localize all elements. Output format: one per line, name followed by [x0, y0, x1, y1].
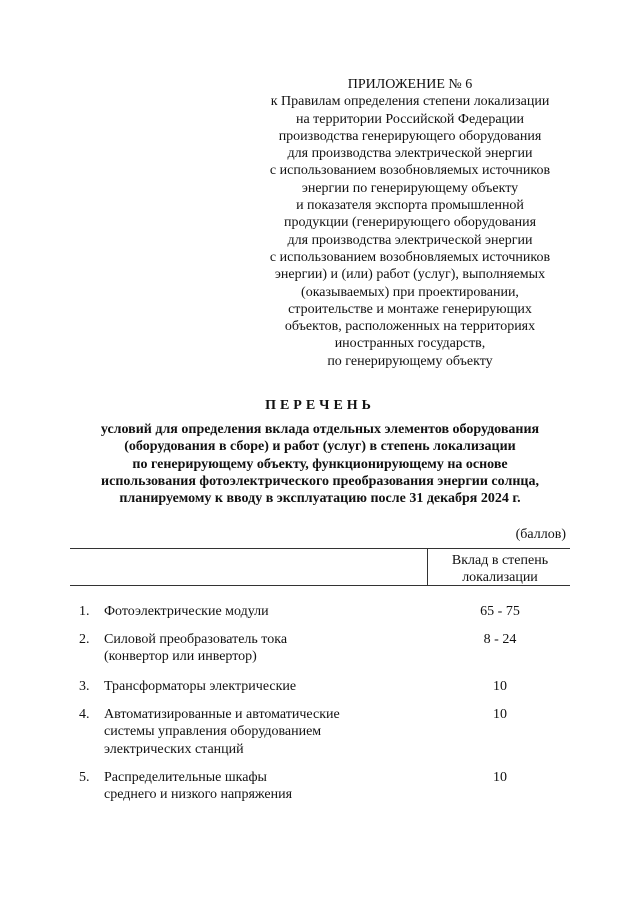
row-value: 10	[493, 770, 507, 785]
appendix-line: по генерирующему объекту	[327, 353, 493, 369]
appendix-line: для производства электрической энергии	[287, 146, 533, 162]
row-name-line: электрических станций	[104, 741, 244, 757]
appendix-line: иностранных государств,	[334, 336, 486, 352]
appendix-line: производства генерирующего оборудования	[278, 128, 542, 144]
column-header-line: Вклад в степень	[451, 553, 549, 568]
units-label: (баллов)	[515, 527, 566, 542]
row-name-line: Распределительные шкафы	[104, 770, 267, 785]
row-name	[104, 706, 414, 758]
table-column-divider	[427, 548, 428, 585]
appendix-line: и показателя экспорта промышленной	[296, 198, 524, 214]
appendix-header	[230, 76, 590, 370]
document-subtitle	[40, 421, 600, 507]
subtitle-line: планируемому к вводу в эксплуатацию после 31 декабря 2024 г.	[119, 491, 521, 507]
document-title: ПЕРЕЧЕНЬ	[265, 398, 375, 413]
row-name-line: Фотоэлектрические модули	[104, 604, 269, 619]
appendix-line: продукции (генерирующего оборудования	[283, 215, 537, 231]
row-value: 65 - 75	[480, 604, 520, 619]
row-name	[104, 769, 414, 804]
row-name	[104, 603, 414, 620]
appendix-line: энергии) и (или) работ (услуг), выполняемых	[274, 267, 546, 283]
row-value: 10	[493, 707, 507, 722]
row-name	[104, 678, 414, 695]
row-name-line: Трансформаторы электрические	[104, 679, 297, 694]
row-name-line: системы управления оборудованием	[104, 724, 322, 740]
appendix-line: строительстве и монтаже генерирующих	[288, 301, 532, 317]
row-name-line: Автоматизированные и автоматические	[104, 707, 340, 722]
appendix-line: (оказываемых) при проектировании,	[301, 284, 519, 300]
appendix-line: с использованием возобновляемых источников	[269, 249, 551, 265]
appendix-line: с использованием возобновляемых источников	[269, 163, 551, 179]
row-value: 10	[493, 679, 507, 694]
row-name-line: (конвертор или инвертор)	[104, 649, 257, 665]
subtitle-line: по генерирующему объекту, функционирующему на основе	[132, 456, 508, 472]
appendix-line: объектов, расположенных на территориях	[284, 319, 536, 335]
appendix-line: для производства электрической энергии	[287, 232, 533, 248]
row-name	[104, 631, 414, 666]
row-name-line: среднего и низкого напряжения	[104, 787, 293, 803]
appendix-line: ПРИЛОЖЕНИЕ № 6	[347, 77, 473, 92]
subtitle-line: (оборудования в сборе) и работ (услуг) в степень локализации	[124, 439, 516, 455]
appendix-line: к Правилам определения степени локализации	[270, 94, 550, 110]
appendix-line: на территории Российской Федерации	[295, 111, 525, 127]
row-number: 3.	[79, 679, 90, 694]
row-number: 2.	[79, 632, 90, 647]
table-column-header	[430, 552, 570, 587]
subtitle-line: использования фотоэлектрического преобразования энергии солнца,	[101, 473, 539, 489]
row-number: 4.	[79, 707, 90, 722]
subtitle-line: условий для определения вклада отдельных элементов оборудования	[100, 422, 540, 437]
appendix-line: энергии по генерирующему объекту	[301, 180, 519, 196]
table-top-rule	[70, 548, 570, 549]
row-value: 8 - 24	[483, 632, 517, 647]
row-number: 5.	[79, 770, 90, 785]
row-number: 1.	[79, 604, 90, 619]
column-header-line: локализации	[462, 570, 538, 586]
row-name-line: Силовой преобразователь тока	[104, 632, 288, 647]
